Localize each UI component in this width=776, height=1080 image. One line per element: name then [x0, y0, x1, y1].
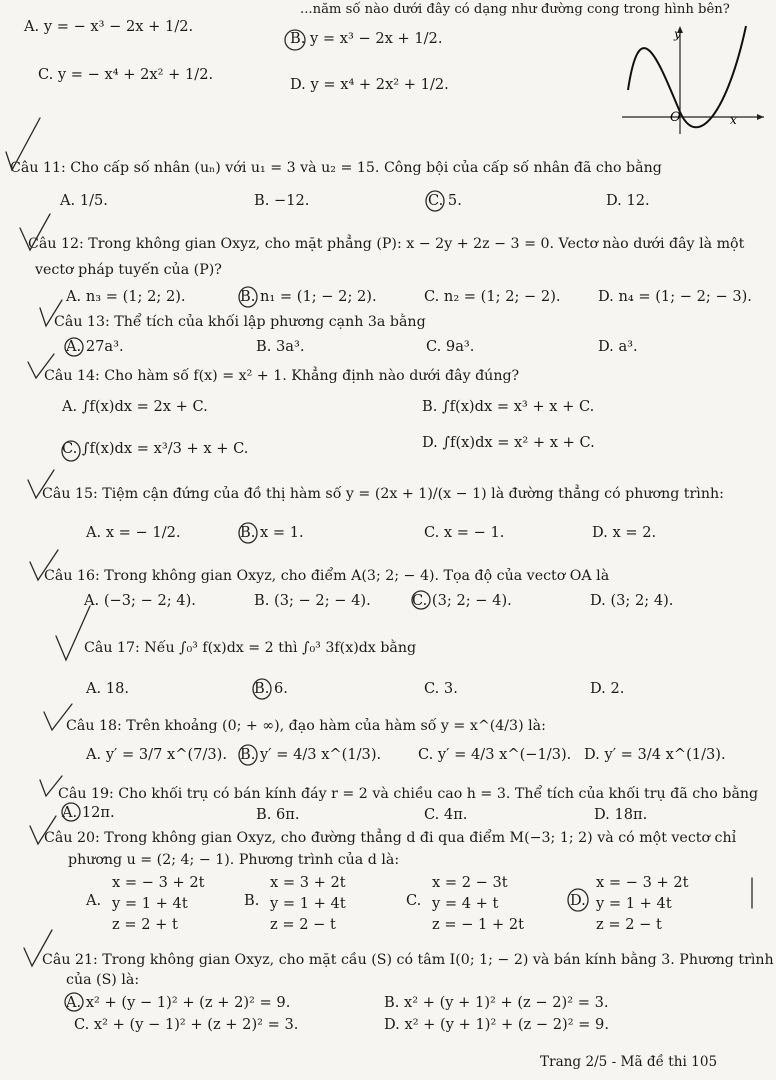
q20-a-eq-z: z = 2 + t — [112, 916, 178, 933]
q17-stem: Câu 17: Nếu ∫₀³ f(x)dx = 2 thì ∫₀³ 3f(x)dx bằng — [84, 640, 417, 656]
q21-stem-line1: Câu 21: Trong không gian Oxyz, cho mặt cầu (S) có tâm I(0; 1; − 2) và bán kính bằng 3. Phương trình — [42, 952, 774, 968]
q14-option-a: A. ∫f(x)dx = 2x + C. — [62, 398, 208, 415]
q20-c-eq-y: y = 4 + t — [432, 895, 499, 912]
q17-option-d: D. 2. — [590, 680, 625, 697]
q13-option-c: C. 9a³. — [426, 338, 475, 355]
q15-option-b: B. x = 1. — [240, 524, 304, 541]
q14-option-c: C. ∫f(x)dx = x³/3 + x + C. — [62, 440, 249, 457]
q20-option-a-system — [112, 872, 205, 935]
q10-stem: ...năm số nào dưới đây có dạng như đường cong trong hình bên? — [300, 2, 730, 17]
q12-option-a: A. n₃ = (1; 2; 2). — [66, 288, 186, 305]
q10-option-b: B. y = x³ − 2x + 1/2. — [290, 30, 443, 47]
q18-option-a: A. y′ = 3/7 x^(7/3). — [86, 746, 227, 763]
q20-option-c-label: C. — [406, 892, 422, 909]
graph-origin-label: O — [670, 110, 681, 125]
graph-y-label: y — [674, 27, 681, 41]
q18-stem: Câu 18: Trên khoảng (0; + ∞), đạo hàm của hàm số y = x^(4/3) là: — [66, 718, 546, 734]
q17-option-c: C. 3. — [424, 680, 458, 697]
q13-option-a: A. 27a³. — [66, 338, 124, 355]
q14-option-b: B. ∫f(x)dx = x³ + x + C. — [422, 398, 595, 415]
q15-stem: Câu 15: Tiệm cận đứng của đồ thị hàm số y = (2x + 1)/(x − 1) là đường thẳng có phương trình: — [42, 486, 724, 502]
q16-option-d: D. (3; 2; 4). — [590, 592, 674, 609]
q20-c-eq-x: x = 2 − 3t — [432, 874, 508, 891]
q11-option-a: A. 1/5. — [60, 192, 108, 209]
q16-option-c: C. (3; 2; − 4). — [412, 592, 512, 609]
q13-option-b: B. 3a³. — [256, 338, 305, 355]
q10-option-a: A. y = − x³ − 2x + 1/2. — [24, 18, 194, 35]
q19-stem: Câu 19: Cho khối trụ có bán kính đáy r = 2 và chiều cao h = 3. Thể tích của khối trụ đã cho bằng — [58, 786, 759, 802]
q11-option-d: D. 12. — [606, 192, 650, 209]
q13-option-d: D. a³. — [598, 338, 638, 355]
q12-option-d: D. n₄ = (1; − 2; − 3). — [598, 288, 752, 305]
q15-option-d: D. x = 2. — [592, 524, 657, 541]
q11-option-c: C. 5. — [428, 192, 462, 209]
page-footer: Trang 2/5 - Mã đề thi 105 — [540, 1054, 718, 1070]
graph-x-label: x — [730, 113, 737, 127]
q11-stem: Câu 11: Cho cấp số nhân (uₙ) với u₁ = 3 và u₂ = 15. Công bội của cấp số nhân đã cho bằng — [10, 160, 662, 176]
q20-stem-line2: phương u = (2; 4; − 1). Phương trình của d là: — [68, 852, 400, 868]
q16-option-b: B. (3; − 2; − 4). — [254, 592, 371, 609]
q20-d-eq-x: x = − 3 + 2t — [596, 874, 689, 891]
q19-option-c: C. 4π. — [424, 806, 468, 823]
q21-stem-line2: của (S) là: — [66, 972, 140, 988]
q18-option-c: C. y′ = 4/3 x^(−1/3). — [418, 746, 572, 763]
q20-option-a-label: A. — [86, 892, 102, 909]
q15-option-c: C. x = − 1. — [424, 524, 505, 541]
q20-c-eq-z: z = − 1 + 2t — [432, 916, 525, 933]
q14-stem: Câu 14: Cho hàm số f(x) = x² + 1. Khẳng định nào dưới đây đúng? — [44, 368, 520, 384]
q20-a-eq-x: x = − 3 + 2t — [112, 874, 205, 891]
q10-graph — [618, 20, 768, 138]
q16-stem: Câu 16: Trong không gian Oxyz, cho điểm A(3; 2; − 4). Tọa độ của vectơ OA là — [44, 568, 610, 584]
q20-option-b-system — [270, 872, 346, 935]
q10-option-c: C. y = − x⁴ + 2x² + 1/2. — [38, 66, 214, 83]
q12-stem-line2: vectơ pháp tuyến của (P)? — [35, 262, 222, 278]
q12-option-c: C. n₂ = (1; 2; − 2). — [424, 288, 561, 305]
q19-option-b: B. 6π. — [256, 806, 300, 823]
q20-b-eq-x: x = 3 + 2t — [270, 874, 346, 891]
q11-option-b: B. −12. — [254, 192, 310, 209]
q21-option-a: A. x² + (y − 1)² + (z + 2)² = 9. — [66, 994, 291, 1011]
q12-option-b: B. n₁ = (1; − 2; 2). — [240, 288, 377, 305]
q19-option-a: A. 12π. — [62, 804, 115, 821]
q16-option-a: A. (−3; − 2; 4). — [84, 592, 196, 609]
q10-option-d: D. y = x⁴ + 2x² + 1/2. — [290, 76, 449, 93]
q17-option-b: B. 6. — [254, 680, 288, 697]
q21-option-c: C. x² + (y − 1)² + (z + 2)² = 3. — [74, 1016, 299, 1033]
q20-option-c-system — [432, 872, 524, 935]
q20-d-eq-z: z = 2 − t — [596, 916, 662, 933]
q21-option-b: B. x² + (y + 1)² + (z − 2)² = 3. — [384, 994, 609, 1011]
q19-option-d: D. 18π. — [594, 806, 648, 823]
q20-stem-line1: Câu 20: Trong không gian Oxyz, cho đường thẳng d đi qua điểm M(−3; 1; 2) và có một vectơ chỉ — [44, 830, 737, 846]
q18-option-d: D. y′ = 3/4 x^(1/3). — [584, 746, 726, 763]
q14-option-d: D. ∫f(x)dx = x² + x + C. — [422, 434, 595, 451]
q20-d-eq-y: y = 1 + 4t — [596, 895, 672, 912]
q15-option-a: A. x = − 1/2. — [86, 524, 181, 541]
q18-option-b: B. y′ = 4/3 x^(1/3). — [240, 746, 382, 763]
q21-option-d: D. x² + (y + 1)² + (z − 2)² = 9. — [384, 1016, 609, 1033]
q13-stem: Câu 13: Thể tích của khối lập phương cạnh 3a bằng — [54, 314, 426, 330]
q20-option-b-label: B. — [244, 892, 260, 909]
q20-option-d-label: D. — [570, 892, 586, 909]
q20-option-d-system — [596, 872, 689, 935]
q20-b-eq-y: y = 1 + 4t — [270, 895, 346, 912]
q12-stem-line1: Câu 12: Trong không gian Oxyz, cho mặt phẳng (P): x − 2y + 2z − 3 = 0. Vectơ nào dưới đây là một — [28, 236, 745, 252]
q17-option-a: A. 18. — [86, 680, 130, 697]
q20-b-eq-z: z = 2 − t — [270, 916, 336, 933]
q20-a-eq-y: y = 1 + 4t — [112, 895, 188, 912]
